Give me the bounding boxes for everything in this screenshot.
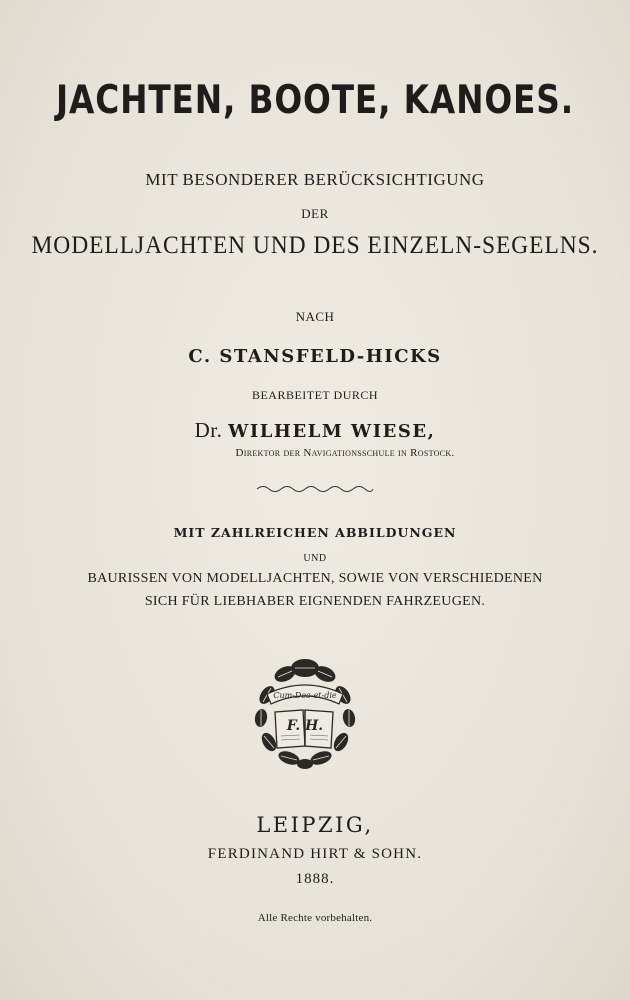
book-title: JACHTEN, BOOTE, KANOES. [56,78,574,123]
publisher-emblem [245,650,365,770]
illustrations-line: MIT ZAHLREICHEN ABBILDUNGEN [173,525,457,540]
nach-label: NACH [295,309,335,324]
publication-city: LEIPZIG, [256,813,374,837]
editor-name: WILHELM WIESE, [228,421,436,442]
publication-year: 1888. [295,871,335,887]
author-name: C. STANSFELD-HICKS [188,346,442,367]
emblem-monogram: F. H. [286,718,324,734]
rights-notice: Alle Rechte vorbehalten. [257,912,373,924]
subtitle-line-3: MODELLJACHTEN UND DES EINZELN-SEGELNS. [31,232,599,259]
description-line-2: SICH FÜR LIEBHABER EIGNENDEN FAHRZEUGEN. [144,594,486,609]
publisher-name: FERDINAND HIRT & SOHN. [207,846,423,862]
ornamental-rule [0,480,630,499]
subtitle-line-1: MIT BESONDERER BERÜCKSICHTIGUNG [145,170,485,189]
editor-prefix: Dr. [194,418,223,442]
subtitle-line-2: DER [301,206,329,221]
editor-role: Direktor der Navigationsschule in Rostock. [235,447,455,459]
bearbeitet-label: BEARBEITET DURCH [251,388,379,402]
und-line: UND [303,553,327,564]
description-line-1: BAURISSEN VON MODELLJACHTEN, SOWIE VON VERSCHIEDENEN [87,571,543,586]
emblem-motto: Cum-Deo-et-die [273,691,337,700]
editor-line [0,418,630,443]
